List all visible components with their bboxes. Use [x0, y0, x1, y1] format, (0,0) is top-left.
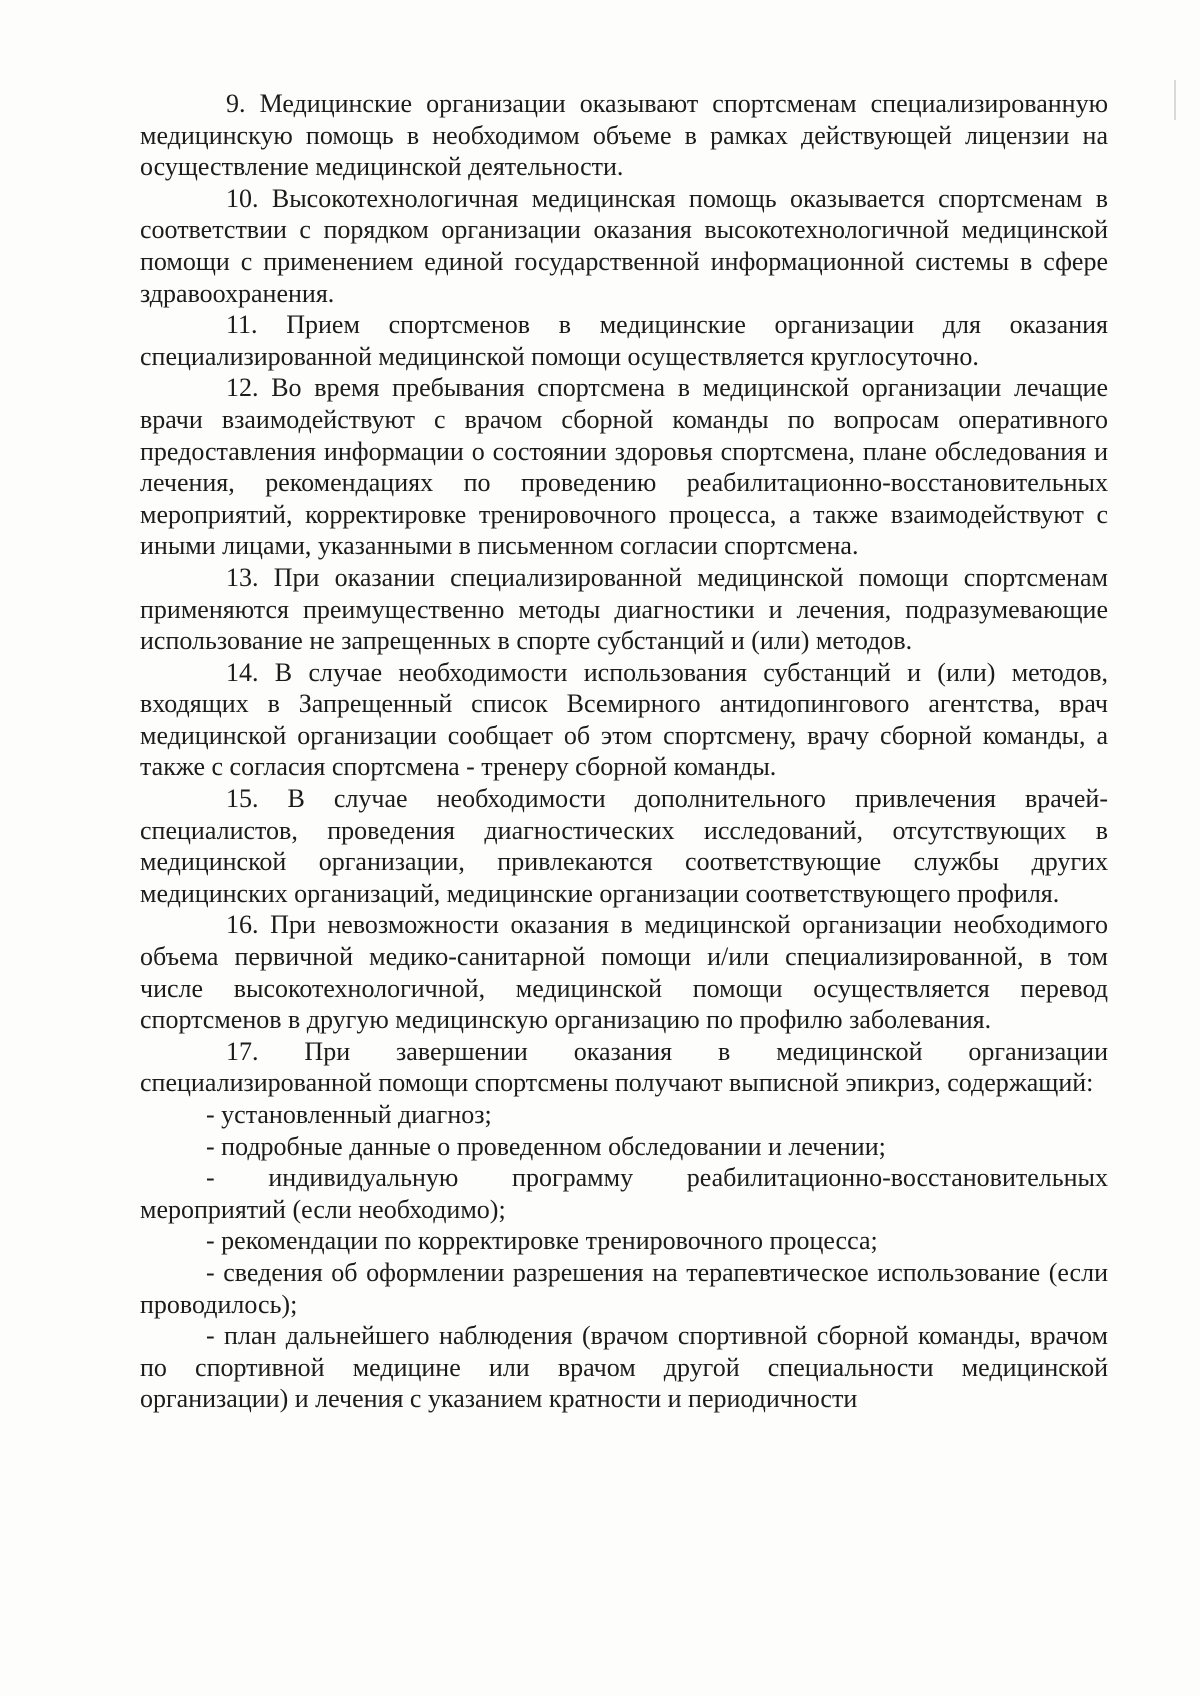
paragraph-13: 13. При оказании специализированной медицинской помощи спортсменам применяются преимущественно методы диагностики и лечения, подразумевающие использование не запрещенных в спорте субстанций и (или) методов. — [140, 562, 1108, 656]
list-item-therapeutic-use-exemption: - сведения об оформлении разрешения на терапевтическое использование (если проводилось); — [140, 1257, 1108, 1319]
list-item-training-recommendations: - рекомендации по корректировке тренировочного процесса; — [206, 1226, 878, 1256]
scan-edge-mark — [1174, 80, 1176, 120]
paragraph-17: 17. При завершении оказания в медицинской организации специализированной помощи спортсмены получают выписной эпикриз, содержащий: — [140, 1036, 1108, 1098]
paragraph-14: 14. В случае необходимости использования субстанций и (или) методов, входящих в Запрещенный список Всемирного антидопингового агентства, врач медицинской организации сообщает об этом спортсмену, врачу сборной команды, а также с согласия спортсмена - тренеру сборной команды. — [140, 657, 1108, 782]
list-item-rehab-program: - индивидуальную программу реабилитационно-восстановительных мероприятий (если необходимо); — [140, 1163, 1108, 1224]
list-item-diagnosis: - установленный диагноз; — [206, 1100, 492, 1129]
list-item-follow-up-plan: - план дальнейшего наблюдения (врачом спортивной сборной команды, врачом по спортивной медицине или врачом другой специальности медицинской организации) и лечения с указанием кратности и периодичности — [140, 1321, 1108, 1414]
paragraph-9: 9. Медицинские организации оказывают спортсменам специализированную медицинскую помощь в необходимом объеме в рамках действующей лицензии на осуществление медицинской деятельности. — [140, 89, 1108, 182]
paragraph-16: 16. При невозможности оказания в медицинской организации необходимого объема первичной медико-санитарной помощи и/или специализированной, в том числе высокотехнологичной, медицинской помощи осуществляется перевод спортсменов в другую медицинскую организацию по профилю заболевания. — [140, 910, 1108, 1035]
document-body — [140, 88, 1108, 1415]
paragraph-10: 10. Высокотехнологичная медицинская помощь оказывается спортсменам в соответствии с порядком организации оказания высокотехнологичной медицинской помощи с применением единой государственной информационной системы в сфере здравоохранения. — [140, 183, 1108, 308]
paragraph-11: 11. Прием спортсменов в медицинские организации для оказания специализированной медицинской помощи осуществляется круглосуточно. — [140, 310, 1108, 371]
paragraph-15: 15. В случае необходимости дополнительного привлечения врачей-специалистов, проведения диагностических исследований, отсутствующих в медицинской организации, привлекаются соответствующие службы других медицинских организаций, медицинские организации соответствующего профиля. — [140, 784, 1108, 908]
paragraph-12: 12. Во время пребывания спортсмена в медицинской организации лечащие врачи взаимодействуют с врачом сборной команды по вопросам оперативного предоставления информации о состоянии здоровья спортсмена, плане обследования и лечения, рекомендациях по проведению реабилитационно-восстановительных мероприятий, корректировке тренировочного процесса, а также взаимодействуют с иными лицами, указанными в письменном согласии спортсмена. — [140, 373, 1108, 561]
list-item-examination-data: - подробные данные о проведенном обследовании и лечении; — [206, 1131, 886, 1161]
